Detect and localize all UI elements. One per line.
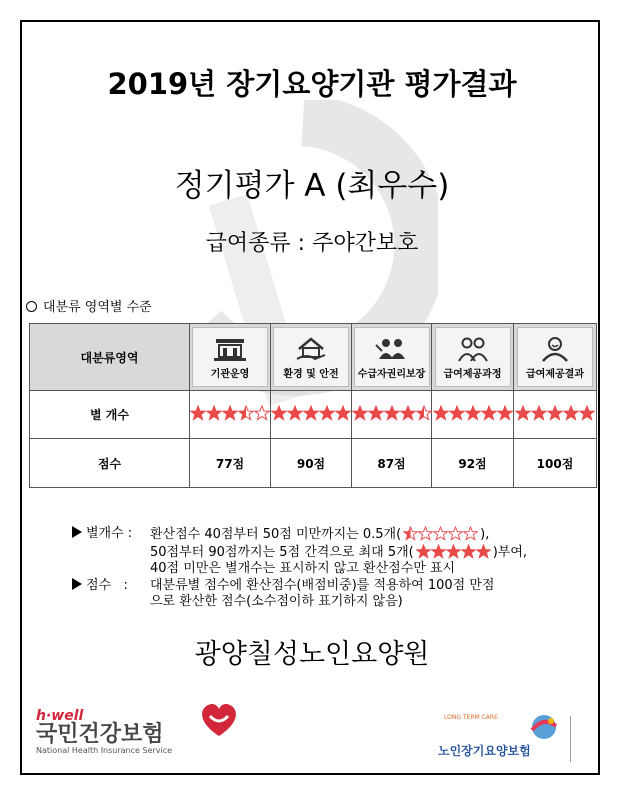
category-cell xyxy=(514,324,597,391)
stars-label: 별 개수 xyxy=(30,391,190,439)
nhis-subtitle: National Health Insurance Service xyxy=(36,746,173,755)
star-full-icon xyxy=(303,405,319,421)
full-star-example xyxy=(416,544,491,559)
score-label: 점수 xyxy=(30,439,190,488)
note-stars-line1 xyxy=(72,526,527,544)
page-title: 2019년 장기요양기관 평가결과 xyxy=(107,67,517,101)
ltc-small-text: LONG TERM CARE xyxy=(444,714,498,721)
nhis-name: 국민건강보험 xyxy=(36,722,164,747)
stars-cell xyxy=(514,391,597,439)
star-full-icon xyxy=(368,405,384,421)
section-label xyxy=(26,296,152,315)
table-row-scores xyxy=(30,439,597,488)
note-text: ), xyxy=(480,527,490,542)
star-full-icon xyxy=(206,405,222,421)
note-stars-key: 별개수 : xyxy=(86,526,133,541)
note-text: 50점부터 90점까지는 5점 간격으로 최대 5개( xyxy=(150,544,414,560)
score-value: 92점 xyxy=(432,439,514,488)
note-text: 대분류별 점수에 환산점수(배점비중)를 적용하여 100점 만점 xyxy=(150,577,495,593)
note-stars-line2 xyxy=(72,544,527,562)
star-empty-icon xyxy=(418,526,433,541)
star-empty-icon xyxy=(254,405,270,421)
star-empty-icon xyxy=(448,526,463,541)
stars-cell xyxy=(190,391,271,439)
star-full-icon xyxy=(476,544,491,559)
category-label: 기관운영 xyxy=(210,368,250,380)
score-value: 87점 xyxy=(352,439,432,488)
category-cell xyxy=(190,324,271,391)
stars-cell xyxy=(432,391,514,439)
star-rating xyxy=(433,405,513,421)
section-label-text: 대분류 영역별 수준 xyxy=(43,300,152,315)
nhis-logo xyxy=(36,708,172,755)
star-half-icon xyxy=(403,526,418,541)
star-full-icon xyxy=(319,405,335,421)
star-full-icon xyxy=(400,405,416,421)
category-label: 수급자권리보장 xyxy=(357,368,426,380)
star-half-icon xyxy=(416,405,432,421)
score-value: 77점 xyxy=(190,439,271,488)
star-rating xyxy=(271,405,351,421)
star-full-icon xyxy=(271,405,287,421)
nhis-hwell-text: h·well xyxy=(36,708,84,724)
ltc-logo xyxy=(434,712,568,762)
table-row-stars xyxy=(30,391,597,439)
category-label: 급여제공결과 xyxy=(526,368,584,380)
note-text: )부여, xyxy=(492,544,528,560)
category-cell xyxy=(271,324,352,391)
note-text: 으로 환산한 점수(소수점이하 표기하지 않음) xyxy=(150,594,403,609)
ltc-divider xyxy=(570,716,571,762)
note-text: 40점 미만은 별개수는 표시하지 않고 환산점수만 표시 xyxy=(150,561,456,576)
star-rating xyxy=(515,405,595,421)
star-full-icon xyxy=(515,405,531,421)
note-score-line1 xyxy=(72,578,527,595)
score-value: 90점 xyxy=(271,439,352,488)
stars-cell xyxy=(352,391,432,439)
rating-line: 정기평가 A (최우수) xyxy=(174,168,450,204)
star-full-icon xyxy=(433,405,449,421)
star-full-icon xyxy=(222,405,238,421)
smiling-person-icon xyxy=(537,335,573,363)
star-full-icon xyxy=(416,544,431,559)
facility-name: 광양칠성노인요양원 xyxy=(194,639,430,670)
table-header-row xyxy=(30,324,597,391)
people-protect-icon xyxy=(374,335,410,363)
star-half-icon xyxy=(238,405,254,421)
star-rating xyxy=(190,405,270,421)
note-text: 환산점수 40점부터 50점 미만까지는 0.5개( xyxy=(150,527,402,542)
star-empty-icon xyxy=(433,526,448,541)
star-empty-icon xyxy=(463,526,478,541)
star-full-icon xyxy=(531,405,547,421)
category-cell xyxy=(432,324,514,391)
star-full-icon xyxy=(497,405,513,421)
star-full-icon xyxy=(481,405,497,421)
star-full-icon xyxy=(190,405,206,421)
stars-cell xyxy=(271,391,352,439)
header-label: 대분류영역 xyxy=(30,324,190,391)
star-full-icon xyxy=(449,405,465,421)
star-full-icon xyxy=(287,405,303,421)
heart-logo-icon xyxy=(196,700,242,740)
arrow-bullet-icon xyxy=(72,578,82,590)
star-full-icon xyxy=(461,544,476,559)
ltc-name: 노인장기요양보험 xyxy=(438,744,531,758)
evaluation-table xyxy=(29,323,597,488)
score-value: 100점 xyxy=(514,439,597,488)
note-score-key: 점수 : xyxy=(86,577,128,593)
star-full-icon xyxy=(335,405,351,421)
star-rating xyxy=(352,405,432,421)
house-hand-icon xyxy=(293,335,329,363)
star-full-icon xyxy=(465,405,481,421)
note-stars-line3 xyxy=(72,561,527,578)
category-cell xyxy=(352,324,432,391)
star-full-icon xyxy=(431,544,446,559)
note-score-line2 xyxy=(72,594,527,611)
two-people-icon xyxy=(455,335,491,363)
service-type: 급여종류 : 주야간보호 xyxy=(205,231,419,256)
star-full-icon xyxy=(446,544,461,559)
category-label: 환경 및 안전 xyxy=(283,368,339,380)
star-full-icon xyxy=(352,405,368,421)
star-full-icon xyxy=(547,405,563,421)
notes xyxy=(72,526,527,611)
ltc-emblem-icon xyxy=(524,712,564,742)
star-full-icon xyxy=(384,405,400,421)
circle-bullet-icon xyxy=(26,301,37,312)
category-label: 급여제공과정 xyxy=(443,368,502,380)
half-star-example xyxy=(403,526,478,541)
star-full-icon xyxy=(563,405,579,421)
arrow-bullet-icon xyxy=(72,526,82,538)
star-full-icon xyxy=(579,405,595,421)
building-icon xyxy=(212,335,248,363)
